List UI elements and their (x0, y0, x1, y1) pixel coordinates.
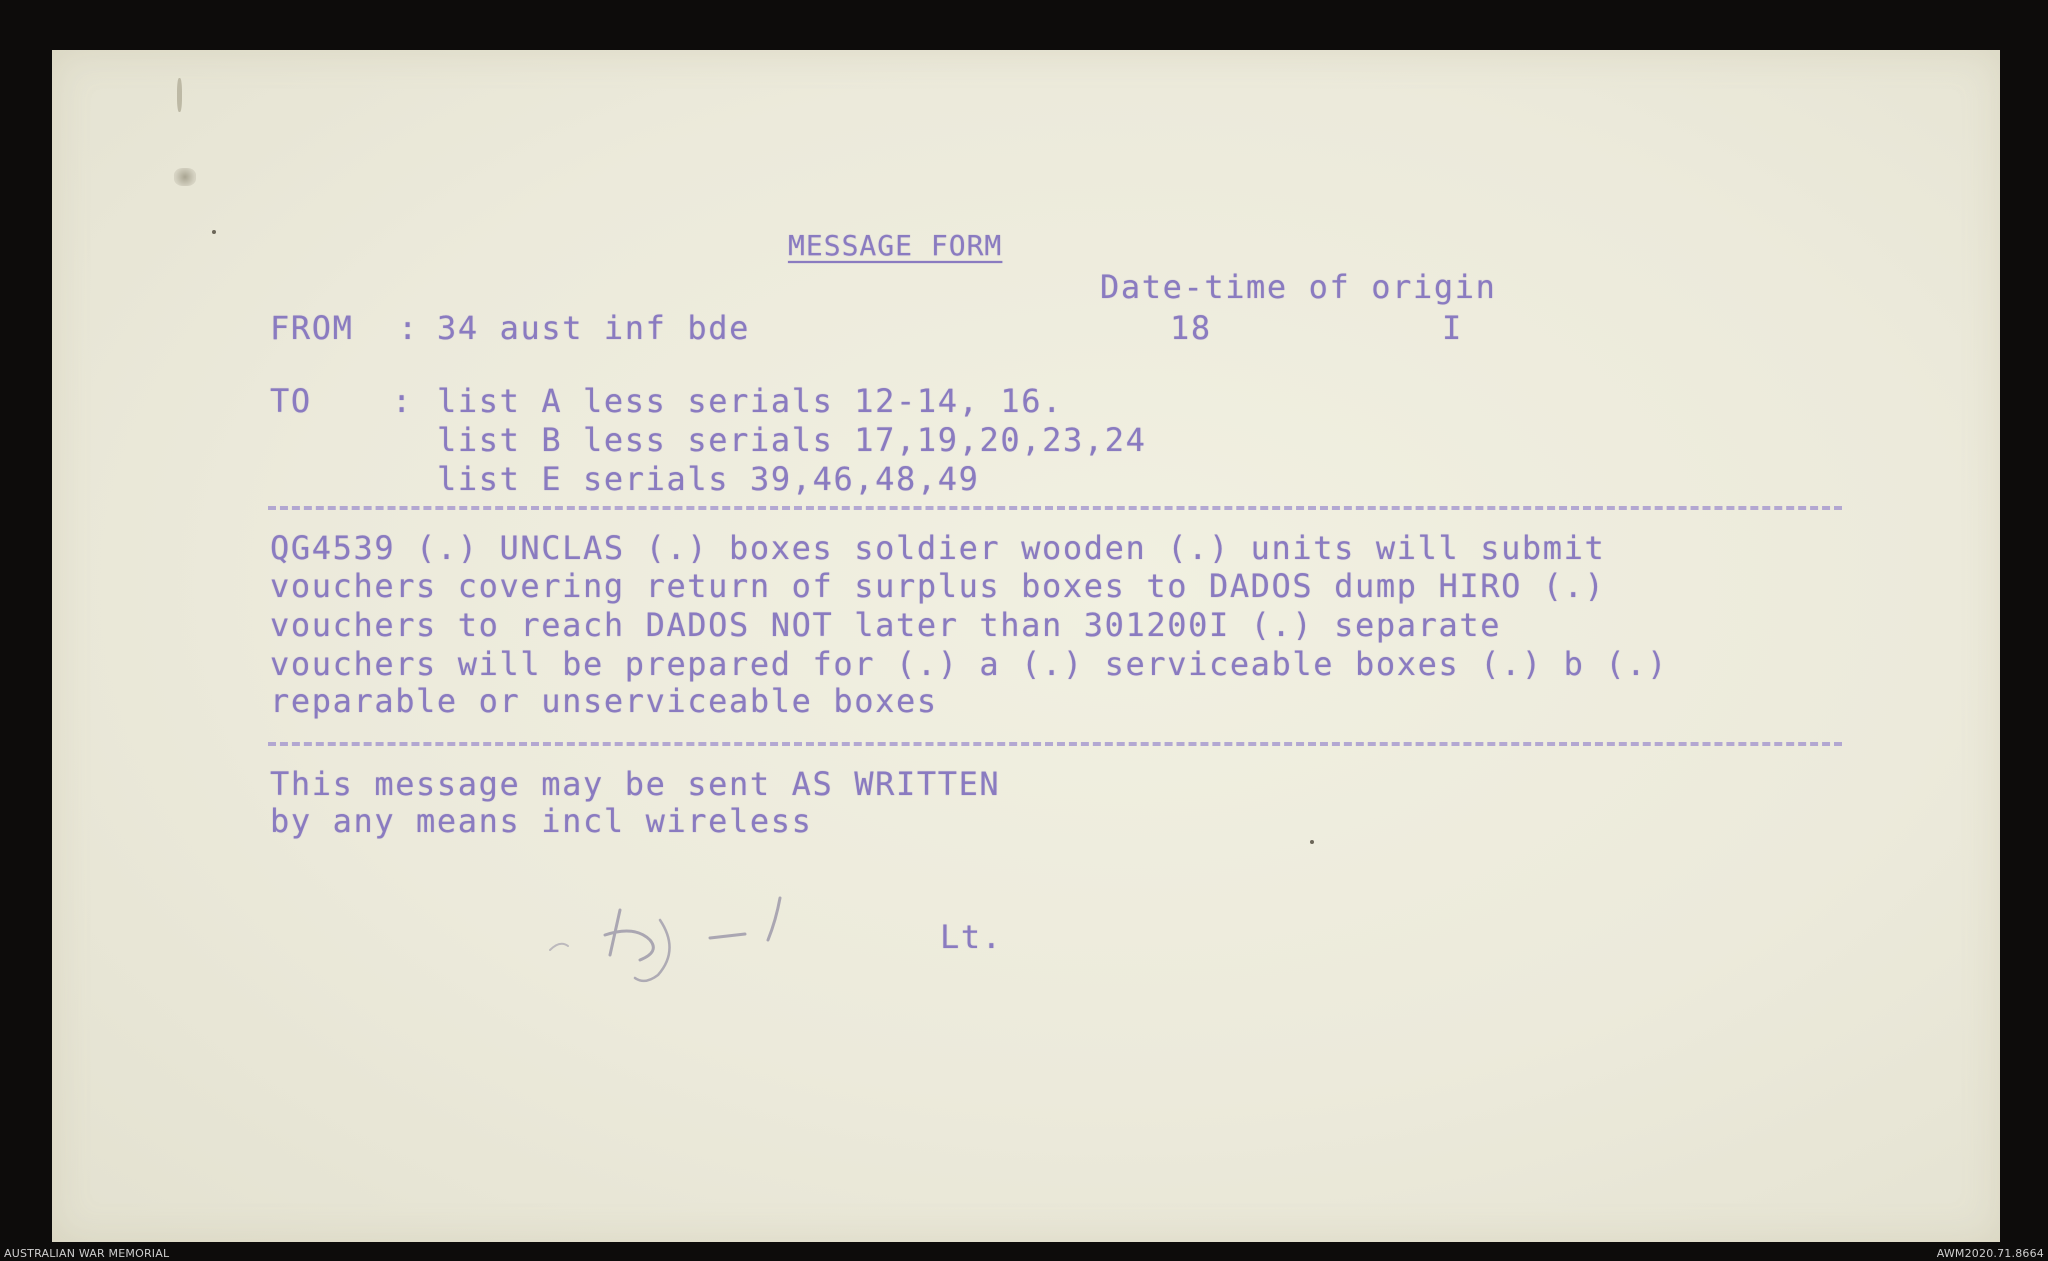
from-label: FROM (270, 309, 354, 347)
to-recipient-line: list A less serials 12-14, 16. (437, 382, 1063, 420)
date-time-day: 18 (1170, 309, 1212, 347)
dashed-divider (268, 506, 1842, 510)
transmission-instruction-line: This message may be sent AS WRITTEN (270, 765, 1001, 803)
form-title: MESSAGE FORM (788, 229, 1003, 262)
staple-hole-mark (174, 168, 196, 186)
message-body-line: reparable or unserviceable boxes (270, 682, 938, 720)
handwritten-signature (540, 880, 870, 990)
message-body-line: vouchers to reach DADOS NOT later than 301200I (.) separate (270, 606, 1502, 644)
from-value: 34 aust inf bde (437, 309, 750, 347)
date-time-zone: I (1442, 309, 1463, 347)
date-time-of-origin-label: Date-time of origin (1100, 268, 1497, 306)
message-body-line: vouchers covering return of surplus boxes to DADOS dump HIRO (.) (270, 567, 1606, 605)
dashed-divider (268, 742, 1842, 746)
to-recipient-line: list B less serials 17,19,20,23,24 (437, 421, 1147, 459)
archive-credit: AUSTRALIAN WAR MEMORIAL (4, 1247, 170, 1260)
to-recipient-line: list E serials 39,46,48,49 (437, 460, 980, 498)
to-separator: : (392, 382, 413, 420)
message-body-line: QG4539 (.) UNCLAS (.) boxes soldier wooden (.) units will submit (270, 529, 1606, 567)
to-label: TO (270, 382, 312, 420)
paper-speck (212, 230, 216, 234)
from-separator: : (398, 309, 419, 347)
signatory-rank: Lt. (940, 918, 1003, 956)
staple-hole-mark (177, 78, 182, 112)
transmission-instruction-line: by any means incl wireless (270, 802, 813, 840)
archive-reference-number: AWM2020.71.8664 (1936, 1247, 2044, 1260)
message-body-line: vouchers will be prepared for (.) a (.) serviceable boxes (.) b (.) (270, 645, 1668, 683)
paper-speck (1310, 840, 1314, 844)
